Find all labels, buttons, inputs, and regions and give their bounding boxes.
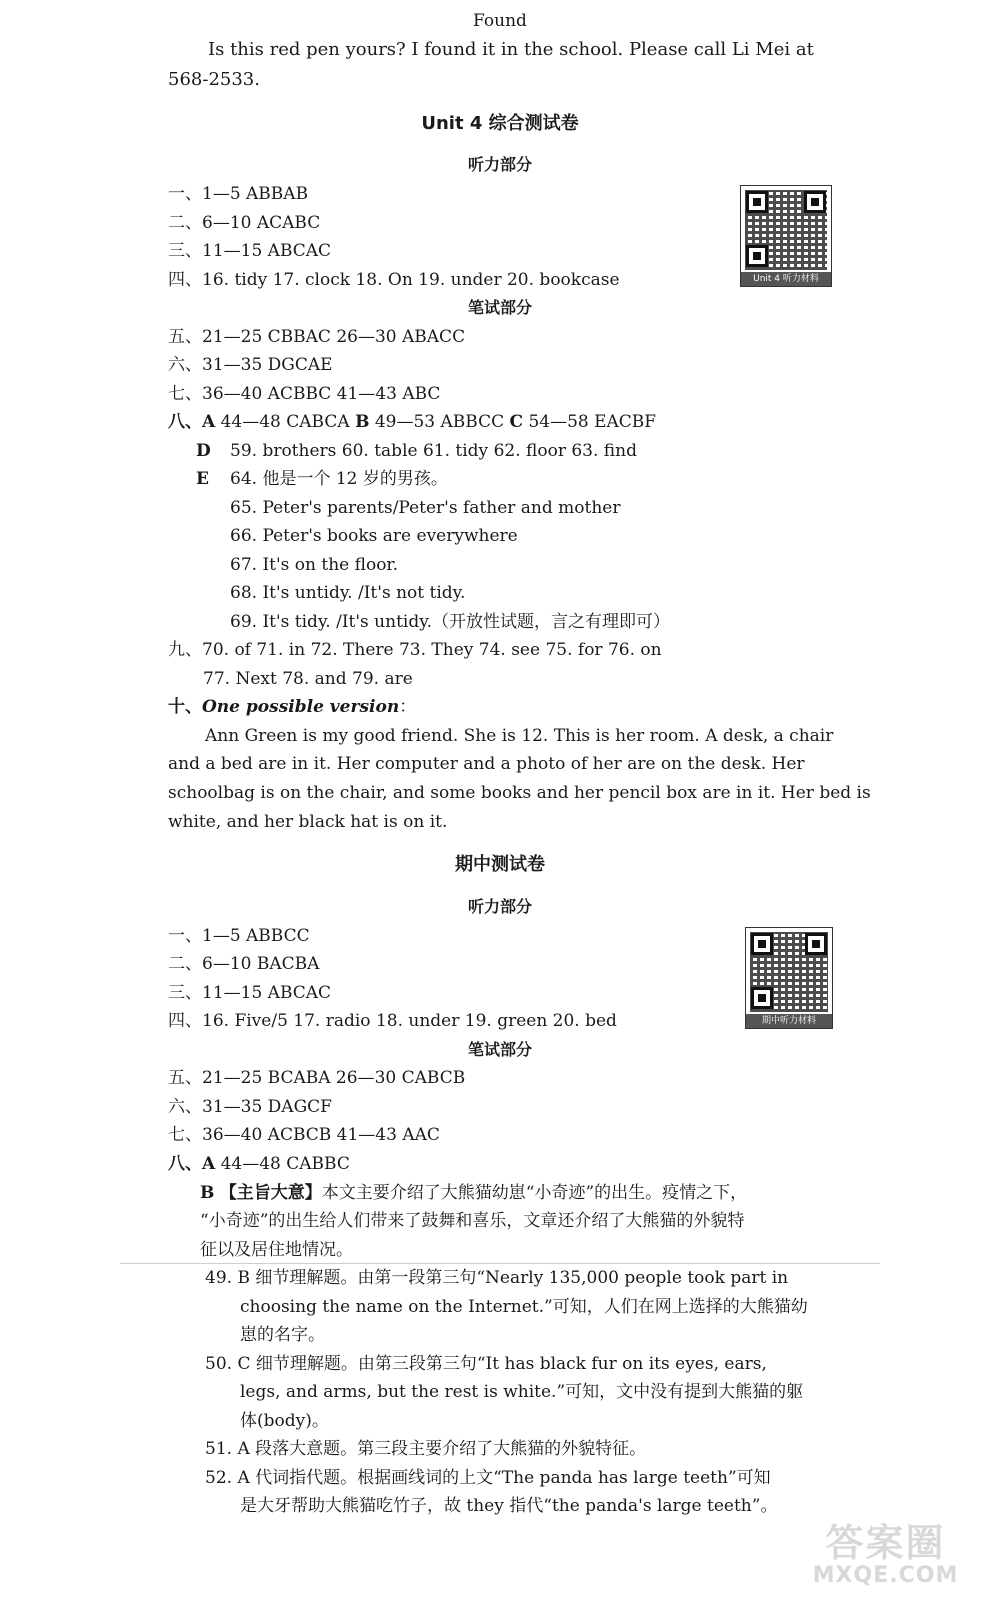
main-idea-text: 本文主要介绍了大熊猫幼崽“小奇迹”的出生。疫情之下，	[321, 1183, 748, 1203]
part-label: A	[202, 412, 216, 432]
part-label: D	[196, 441, 211, 461]
section-number: 八、	[168, 1154, 202, 1174]
found-title: Found	[473, 11, 527, 31]
explanation-50: legs, and arms, but the rest is white.”可知，文中没有提到大熊猫的躯	[240, 1382, 804, 1402]
found-text-line-2: 568-2533.	[168, 69, 260, 90]
midterm-answer-line: 六、31—35 DAGCF	[168, 1097, 332, 1117]
part-answers: 44—48 CABCA	[215, 412, 356, 432]
unit4-answer-line-10	[168, 695, 416, 719]
watermark-site: MXQE.COM	[812, 1563, 959, 1588]
midterm-listening-heading: 听力部分	[467, 897, 532, 916]
unit4-answer-line: 五、21—25 CBBAC 26—30 ABACC	[168, 327, 466, 347]
answer-67: 67. It's on the floor.	[230, 555, 399, 575]
essay-line: white, and her black hat is on it.	[168, 812, 448, 832]
found-text-line-1: Is this red pen yours? I found it in the school. Please call Li Mei at	[208, 39, 814, 60]
answer-68: 68. It's untidy. /It's not tidy.	[230, 583, 466, 603]
answer-64: 64. 他是一个 12 岁的男孩。	[230, 469, 448, 489]
midterm-answer-line: 二、6—10 BACBA	[168, 954, 320, 974]
part-label: B	[355, 412, 370, 432]
qr-finder-icon	[751, 987, 773, 1009]
part-answers: 44—48 CABBC	[215, 1154, 350, 1174]
version-label: One possible version	[202, 697, 400, 717]
part-label: A	[202, 1154, 216, 1174]
explanation-51: 51. A 段落大意题。第三段主要介绍了大熊猫的外貌特征。	[205, 1439, 647, 1459]
midterm-answer-line: 四、16. Five/5 17. radio 18. under 19. green 20. bed	[168, 1011, 617, 1031]
explanation-49: choosing the name on the Internet.”可知，人们在网上选择的大熊猫幼	[240, 1297, 808, 1317]
part-label: C	[509, 412, 524, 432]
unit4-answer-line-8	[168, 410, 656, 434]
main-idea-line-3: 征以及居住地情况。	[200, 1240, 353, 1260]
unit4-answer-line: 七、36—40 ACBBC 41—43 ABC	[168, 384, 441, 404]
midterm-answer-line-8	[168, 1152, 350, 1176]
qr-finder-icon	[805, 933, 827, 955]
qr-finder-icon	[804, 191, 826, 213]
colon: ：	[399, 697, 417, 717]
midterm-answer-line: 三、11—15 ABCAC	[168, 983, 332, 1003]
midterm-writing-heading: 笔试部分	[467, 1040, 532, 1059]
midterm-title: 期中测试卷	[455, 854, 545, 875]
qr-caption: Unit 4 听力材料	[741, 272, 831, 286]
watermark-logo	[793, 1522, 978, 1592]
unit4-answer-line: 一、1—5 ABBAB	[168, 184, 309, 204]
explanation-50: 50. C 细节理解题。由第三段第三句“It has black fur on its eyes, ears,	[205, 1354, 767, 1374]
unit4-answer-line: 二、6—10 ACABC	[168, 213, 321, 233]
part-label: B	[200, 1183, 215, 1203]
part-answers: 49—53 ABBCC	[369, 412, 510, 432]
qr-code-midterm[interactable]	[745, 927, 833, 1029]
divider	[120, 1263, 880, 1264]
main-idea-tag: 【主旨大意】	[219, 1183, 322, 1203]
qr-finder-icon	[751, 933, 773, 955]
section-number: 十、	[168, 697, 202, 717]
qr-finder-icon	[746, 191, 768, 213]
unit4-answer-line: 九、70. of 71. in 72. There 73. They 74. see 75. for 76. on	[168, 640, 662, 660]
essay-line: Ann Green is my good friend. She is 12. This is her room. A desk, a chair	[205, 726, 834, 746]
explanation-52: 52. A 代词指代题。根据画线词的上文“The panda has large teeth”可知	[205, 1468, 771, 1488]
answer-66: 66. Peter's books are everywhere	[230, 526, 518, 546]
explanation-50: 体(body)。	[240, 1411, 329, 1431]
answer-69: 69. It's tidy. /It's untidy.（开放性试题，言之有理即可）	[230, 612, 670, 632]
essay-line: schoolbag is on the chair, and some books and her pencil box are in it. Her bed is	[168, 783, 871, 803]
unit4-answer-line: 四、16. tidy 17. clock 18. On 19. under 20. bookcase	[168, 270, 620, 290]
qr-caption: 期中听力材料	[746, 1014, 832, 1028]
part-answers: 59. brothers 60. table 61. tidy 62. floor 63. find	[230, 441, 637, 461]
explanation-49: 49. B 细节理解题。由第一段第三句“Nearly 135,000 people took part in	[205, 1268, 789, 1288]
explanation-52: 是大牙帮助大熊猫吃竹子，故 they 指代“the panda's large teeth”。	[240, 1496, 778, 1516]
part-answers: 54—58 EACBF	[523, 412, 657, 432]
qr-code-unit4[interactable]	[740, 185, 832, 287]
unit4-answer-line: 三、11—15 ABCAC	[168, 241, 332, 261]
midterm-answer-line: 七、36—40 ACBCB 41—43 AAC	[168, 1125, 440, 1145]
qr-finder-icon	[746, 245, 768, 267]
unit4-writing-heading: 笔试部分	[467, 298, 532, 317]
unit4-answer-line: 六、31—35 DGCAE	[168, 355, 333, 375]
unit4-listening-heading: 听力部分	[467, 155, 532, 174]
main-idea-line-2: “小奇迹”的出生给人们带来了鼓舞和喜乐，文章还介绍了大熊猫的外貌特	[200, 1211, 745, 1231]
part-label: E	[196, 469, 209, 489]
midterm-answer-line: 五、21—25 BCABA 26—30 CABCB	[168, 1068, 466, 1088]
main-idea-line-1	[200, 1181, 747, 1205]
essay-line: and a bed are in it. Her computer and a photo of her are on the desk. Her	[168, 754, 805, 774]
answer-65: 65. Peter's parents/Peter's father and mother	[230, 498, 621, 518]
midterm-answer-line: 一、1—5 ABBCC	[168, 926, 310, 946]
unit4-title: Unit 4 综合测试卷	[421, 113, 579, 134]
watermark-glyphs: 答案圈	[825, 1521, 946, 1565]
section-number: 八、	[168, 412, 202, 432]
explanation-49: 崽的名字。	[240, 1325, 325, 1345]
unit4-answer-line: 77. Next 78. and 79. are	[203, 669, 413, 689]
